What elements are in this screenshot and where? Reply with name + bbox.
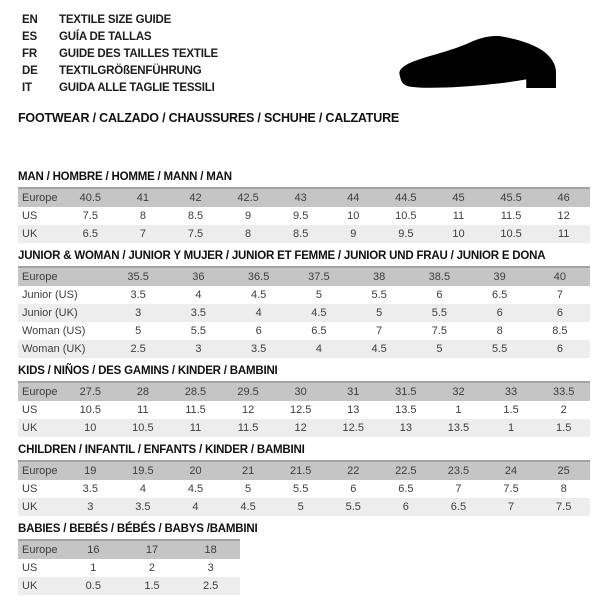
size-cell: 40.5: [79, 192, 101, 204]
size-row: [18, 577, 240, 595]
size-cell: 10.5: [500, 228, 522, 240]
size-cell: 28: [136, 386, 150, 398]
size-cell: 12: [557, 210, 570, 222]
size-cell: 46: [557, 192, 570, 204]
size-cell: 2: [148, 562, 156, 574]
size-cell: 31: [347, 386, 360, 398]
size-cell: 44.5: [395, 192, 417, 204]
size-cell: 7: [139, 228, 146, 240]
size-cell: 32: [452, 386, 465, 398]
language-code: IT: [22, 82, 32, 94]
size-cell: 23.5: [447, 465, 470, 477]
size-cell: 41: [136, 192, 150, 204]
size-cell: 1: [90, 562, 97, 574]
size-cell: 36.5: [247, 271, 270, 283]
language-code: FR: [22, 48, 37, 60]
size-cell: 6: [556, 343, 563, 355]
size-row: [18, 540, 240, 559]
size-row: [18, 267, 590, 286]
size-cell: 6: [496, 307, 503, 319]
size-cell: 24: [504, 465, 518, 477]
size-cell: 8.5: [293, 228, 309, 240]
size-cell: 7: [507, 501, 515, 513]
size-cell: 3.5: [135, 501, 151, 513]
size-cell: 6: [255, 325, 262, 337]
row-label: Europe: [22, 465, 58, 477]
size-cell: 22: [347, 465, 360, 477]
size-cell: 0.5: [85, 580, 101, 592]
size-cell: 1.5: [503, 404, 519, 416]
size-cell: 11: [557, 228, 570, 240]
section-kids: [18, 365, 590, 437]
section-title-babies: BABIES / BEBÉS / BÉBÉS / BABYS /BAMBINI: [18, 523, 258, 535]
size-cell: 12: [294, 422, 307, 434]
size-cell: 8: [496, 325, 503, 337]
size-row: [18, 461, 590, 480]
row-label: US: [22, 404, 38, 416]
size-cell: 44: [347, 192, 360, 204]
size-cell: 3: [207, 562, 214, 574]
row-label: UK: [22, 422, 38, 434]
language-label: GUÍA DE TALLAS: [59, 31, 152, 43]
size-cell: 11.5: [237, 422, 259, 434]
section-title-children: CHILDREN / INFANTIL / ENFANTS / KINDER / BAMBINI: [18, 444, 305, 456]
size-cell: 5: [297, 501, 304, 513]
size-cell: 17: [145, 544, 159, 556]
size-cell: 5.5: [371, 289, 387, 301]
language-code: EN: [22, 14, 38, 26]
size-cell: 4: [315, 343, 322, 355]
size-cell: 3.5: [130, 289, 146, 301]
language-code: ES: [22, 31, 37, 43]
size-table-babies: [18, 539, 240, 595]
size-cell: 11: [137, 404, 149, 416]
row-label: Junior (US): [22, 289, 78, 301]
size-cell: 10.5: [132, 422, 154, 434]
size-cell: 5: [436, 343, 443, 355]
size-table-children: [18, 460, 590, 516]
size-cell: 8.5: [552, 325, 568, 337]
language-row-fr: [22, 46, 218, 63]
language-label: TEXTILE SIZE GUIDE: [59, 14, 172, 26]
size-row: [18, 498, 590, 516]
size-cell: 3.5: [82, 483, 98, 495]
language-label: GUIDE DES TAILLES TEXTILE: [59, 48, 218, 60]
size-cell: 10: [84, 422, 97, 434]
size-cell: 3: [135, 307, 142, 319]
row-label: Europe: [22, 544, 58, 556]
size-cell: 9: [350, 228, 357, 240]
size-cell: 21.5: [289, 465, 312, 477]
language-label: GUIDA ALLE TAGLIE TESSILI: [59, 82, 215, 94]
language-label: TEXTILGRÖßENFÜHRUNG: [59, 65, 202, 77]
size-cell: 4.5: [240, 501, 256, 513]
size-cell: 28.5: [184, 386, 207, 398]
size-cell: 11.5: [185, 404, 206, 416]
size-cell: 4: [195, 289, 202, 301]
size-cell: 4.5: [311, 307, 327, 319]
size-cell: 7: [556, 289, 563, 301]
size-cell: 36: [192, 271, 205, 283]
size-row: [18, 304, 590, 322]
row-label: UK: [22, 580, 38, 592]
size-row: [18, 419, 590, 437]
size-cell: 7.5: [187, 228, 204, 240]
size-cell: 7: [455, 483, 462, 495]
language-row-en: [22, 12, 218, 29]
language-row-de: [22, 63, 218, 80]
section-junior-woman: [18, 250, 590, 358]
section-man: [18, 171, 590, 243]
size-row: [18, 286, 590, 304]
size-cell: 5.5: [293, 483, 309, 495]
size-cell: 40: [553, 271, 566, 283]
size-cell: 13.5: [447, 422, 470, 434]
size-cell: 9: [245, 210, 252, 222]
size-cell: 29.5: [237, 386, 259, 398]
size-row: [18, 207, 590, 225]
size-row: [18, 401, 590, 419]
size-cell: 7.5: [82, 210, 98, 222]
row-label: UK: [22, 501, 38, 513]
size-cell: 12.5: [289, 404, 312, 416]
size-cell: 11: [452, 210, 465, 222]
size-cell: 7.5: [503, 483, 519, 495]
size-table-man: [18, 187, 590, 243]
size-row: [18, 340, 590, 358]
size-cell: 1.5: [144, 580, 160, 592]
size-cell: 11.5: [500, 210, 522, 222]
size-cell: 6.5: [450, 501, 467, 513]
size-cell: 37.5: [308, 271, 330, 283]
size-cell: 6.5: [491, 289, 508, 301]
language-row-it: [22, 80, 218, 97]
language-title-list: [22, 12, 218, 97]
size-cell: 19: [84, 465, 97, 477]
size-cell: 10.5: [395, 210, 417, 222]
size-cell: 2: [560, 404, 567, 416]
size-cell: 4.5: [250, 289, 267, 301]
size-cell: 12: [241, 404, 255, 416]
size-cell: 3.5: [190, 307, 207, 319]
size-cell: 5: [315, 289, 322, 301]
size-cell: 27.5: [79, 386, 101, 398]
size-cell: 19.5: [132, 465, 154, 477]
size-cell: 18: [204, 544, 217, 556]
size-cell: 6: [402, 501, 409, 513]
size-cell: 35.5: [127, 271, 149, 283]
size-cell: 30: [294, 386, 307, 398]
row-label: US: [22, 562, 38, 574]
size-cell: 45: [452, 192, 465, 204]
size-cell: 3: [195, 343, 202, 355]
size-cell: 5: [376, 307, 383, 319]
size-cell: 10: [347, 210, 360, 222]
section-title-junior-woman: JUNIOR & WOMAN / JUNIOR Y MUJER / JUNIOR ET FEMME / JUNIOR UND FRAU / JUNIOR E DONA: [18, 250, 546, 262]
row-label: UK: [22, 228, 38, 240]
size-row: [18, 188, 590, 207]
row-label: Europe: [22, 386, 58, 398]
size-cell: 4: [192, 501, 199, 513]
size-cell: 9.5: [398, 228, 414, 240]
size-cell: 33.5: [552, 386, 575, 398]
size-cell: 7.5: [556, 501, 572, 513]
size-cell: 43: [294, 192, 307, 204]
size-cell: 1.5: [556, 422, 572, 434]
size-cell: 4: [255, 307, 262, 319]
size-cell: 13: [347, 404, 360, 416]
size-cell: 5.5: [431, 307, 448, 319]
size-cell: 7.5: [431, 325, 448, 337]
size-cell: 4: [139, 483, 146, 495]
size-cell: 8: [139, 210, 146, 222]
size-cell: 6.5: [311, 325, 327, 337]
size-cell: 42.5: [237, 192, 259, 204]
row-label: Junior (UK): [22, 307, 78, 319]
size-cell: 10.5: [79, 404, 101, 416]
size-cell: 13.5: [395, 404, 417, 416]
size-cell: 31.5: [395, 386, 417, 398]
size-row: [18, 225, 590, 243]
size-row: [18, 382, 590, 401]
size-cell: 8: [560, 483, 567, 495]
size-cell: 20: [189, 465, 202, 477]
section-children: [18, 444, 590, 516]
size-cell: 5.5: [345, 501, 361, 513]
size-cell: 6.5: [398, 483, 414, 495]
size-cell: 7: [376, 325, 383, 337]
category-heading: FOOTWEAR / CALZADO / CHAUSSURES / SCHUHE / CALZATURE: [18, 111, 400, 125]
language-row-es: [22, 29, 218, 46]
size-cell: 42: [189, 192, 202, 204]
size-cell: 5: [245, 483, 252, 495]
size-cell: 33: [504, 386, 518, 398]
section-babies: [18, 523, 590, 595]
size-cell: 5.5: [190, 325, 207, 337]
size-cell: 38: [373, 271, 386, 283]
size-cell: 1: [507, 422, 515, 434]
row-label: Europe: [22, 271, 58, 283]
size-cell: 12.5: [342, 422, 364, 434]
size-cell: 13: [399, 422, 412, 434]
size-cell: 8.5: [187, 210, 204, 222]
size-cell: 1: [455, 404, 462, 416]
size-cell: 4.5: [371, 343, 387, 355]
size-row: [18, 322, 590, 340]
size-cell: 2.5: [203, 580, 219, 592]
size-cell: 45.5: [500, 192, 522, 204]
size-cell: 21: [241, 465, 255, 477]
size-cell: 5: [135, 325, 142, 337]
size-cell: 6: [556, 307, 563, 319]
section-title-kids: KIDS / NIÑOS / DES GAMINS / KINDER / BAMBINI: [18, 365, 278, 377]
size-table-junior-woman: [18, 266, 590, 358]
dress-shoe-icon: [396, 34, 578, 96]
size-cell: 22.5: [395, 465, 417, 477]
size-cell: 8: [245, 228, 252, 240]
row-label: Woman (UK): [22, 343, 86, 355]
size-cell: 6.5: [82, 228, 98, 240]
size-cell: 3.5: [250, 343, 267, 355]
size-cell: 6: [350, 483, 357, 495]
size-cell: 4.5: [187, 483, 204, 495]
row-label: Woman (US): [22, 325, 86, 337]
size-cell: 11: [189, 422, 202, 434]
size-cell: 3: [87, 501, 94, 513]
row-label: Europe: [22, 192, 58, 204]
size-row: [18, 480, 590, 498]
size-cell: 6: [436, 289, 443, 301]
section-title-man: MAN / HOMBRE / HOMME / MANN / MAN: [18, 171, 232, 183]
size-cell: 2.5: [130, 343, 146, 355]
row-label: US: [22, 210, 38, 222]
size-cell: 10: [452, 228, 465, 240]
size-table-kids: [18, 381, 590, 437]
size-cell: 38.5: [428, 271, 451, 283]
row-label: US: [22, 483, 38, 495]
language-code: DE: [22, 65, 38, 77]
size-cell: 9.5: [293, 210, 309, 222]
size-tables: [18, 171, 590, 595]
size-cell: 5.5: [491, 343, 508, 355]
size-cell: 39: [493, 271, 506, 283]
size-row: [18, 559, 240, 577]
size-cell: 25: [557, 465, 570, 477]
size-cell: 16: [87, 544, 100, 556]
